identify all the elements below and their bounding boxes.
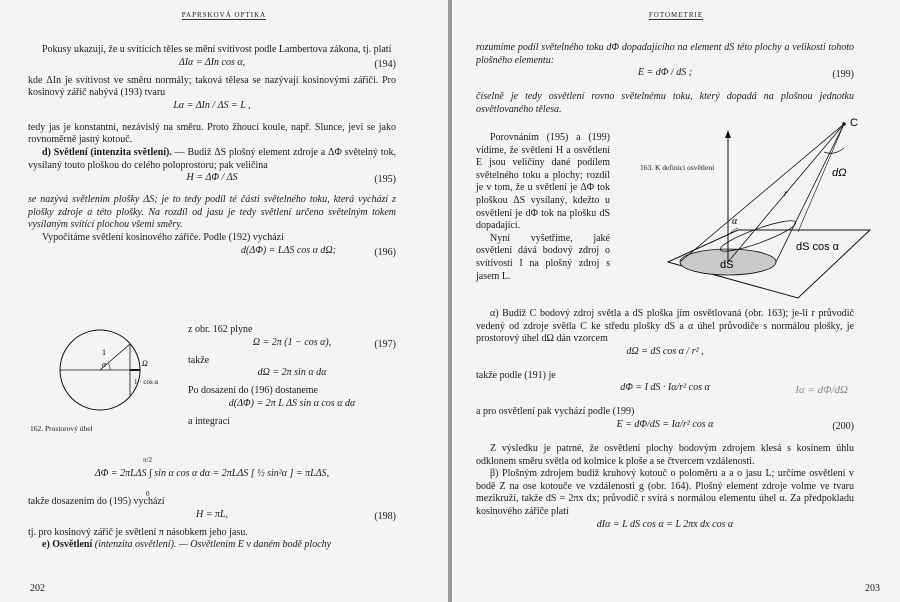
equation-domega: dΩ = dS cos α / r² , <box>626 345 704 357</box>
running-head: FOTOMETRIE <box>648 11 704 19</box>
paragraph-osvetleni: e) Osvětlení (intenzita osvětlení). — Osvětlením E v daném bodě plochy <box>42 539 332 551</box>
label-dscos: dS cos α <box>796 241 840 253</box>
paragraph: kde ΔIn je svítivost ve směru normály; taková tělesa se nazývají kosinovými zářiči. Pro kosinový zářič nabývá (193) tvaru <box>28 74 396 99</box>
paragraph: Porovnáním (195) a (199) vidíme, že světlení H a osvětlení E jsou veličiny dané podílem světelného toku a plochy; rozdíl je v tom, že u světlení je ΔΦ tok ploškou ΔS vysílaný, kdežto u osvětlení je dΦ tok na plošku dS dopadající. <box>476 132 610 232</box>
label-C: C <box>850 117 858 129</box>
text-line: takže podle (191) je <box>476 369 556 381</box>
label-r: r <box>784 188 788 198</box>
equation-dphi: dΦ = I dS · Iα/r² cos α Iα = dΦ/dΩ <box>620 382 848 397</box>
page-number: 203 <box>865 583 880 594</box>
right-body <box>476 42 854 116</box>
running-head: PAPRSKOVÁ OPTIKA <box>181 11 267 19</box>
label-alpha: α <box>102 360 107 369</box>
label-omega: Ω <box>142 359 148 368</box>
equation-194: ΔIα = ΔIn cos α, (194) <box>178 56 396 70</box>
equation-integral: π/2 ΔΦ = 2πLΔS ∫ sin α cos α dα = 2πLΔS [ ½ sin²α ] = πLΔS, 0 <box>94 456 330 498</box>
paragraph: Vypočítáme světlení kosinového zářiče. Podle (192) vychází <box>42 231 284 243</box>
equation-197: Ω = 2π (1 − cos α), (197) <box>252 336 396 350</box>
text-line: z obr. 162 plyne <box>188 324 253 335</box>
source-point <box>842 122 846 126</box>
right-narrow-col <box>476 132 610 283</box>
equation-196: d(ΔΦ) = LΔS cos α dΩ; (196) <box>241 244 396 258</box>
equation-200: E = dΦ/dS = Iα/r² cos α (200) <box>616 418 854 432</box>
paragraph: Z výsledku je patrné, že osvětlení plochy bodovým zdrojem klesá s kosinem úhlu odklonem směru světla od kolmice k ploše a se čtvercem vzdálenosti. <box>476 442 854 467</box>
text-line: a integrací <box>188 415 230 427</box>
paragraph: α) Budiž C bodový zdroj světla a dS ploška jím osvětlovaná (obr. 163); je-li r průvodič vedený od zdroje světla C ke středu plošky dS a α úhel průvodiče s normálou plošky, je prostorový úhel dΩ dán vzorcem <box>476 308 854 345</box>
figure-163 <box>648 112 884 308</box>
paragraph: takže dosazením do (195) vychází <box>28 496 165 507</box>
handwritten-note: Iα = dΦ/dΩ <box>795 384 848 397</box>
cap-arc <box>824 148 844 153</box>
left-body-lower <box>28 456 396 552</box>
paragraph: Nyní vyšetříme, jaké osvětlení dává bodový zdroj o svítivosti I na plošný zdroj s jasem L. <box>476 232 610 282</box>
label-alpha: α <box>732 216 738 227</box>
label-ds: dS <box>720 259 734 271</box>
left-body <box>28 44 396 263</box>
page-number: 202 <box>30 583 45 594</box>
paragraph: číselně je tedy osvětlení rovno světelnému toku, který dopadá na plošnou jednotku osvětlovaného tělesa. <box>476 91 854 115</box>
label-r: 1 <box>102 348 106 357</box>
figure-163-caption: 163. K definici osvětlení <box>640 163 715 172</box>
paragraph: rozumíme podíl světelného toku dΦ dopadajícího na element dS této plochy a velikosti tohoto plošného elementu: <box>476 42 854 66</box>
text-line: a pro osvětlení pak vychází podle (199) <box>476 406 635 418</box>
equation-domega: dΩ = 2π sin α dα <box>257 367 327 379</box>
figure-162-caption: 162. Prostorový úhel <box>30 424 93 433</box>
label-domega: dΩ <box>832 167 847 179</box>
paragraph-svetleni: d) Světlení (intenzita světlení). — Budiž ΔS plošný element zdroje a ΔΦ světelný tok, vysílaný touto ploškou do celého poloprostoru; pak veličina <box>28 146 397 171</box>
normal-arrow <box>725 130 731 138</box>
text-line: takže <box>188 354 210 366</box>
equation-jas: Lα = ΔIn / ΔS = L , <box>173 99 251 111</box>
equation-198: H = πL, (198) <box>195 508 396 522</box>
paragraph: se nazývá světlením plošky ΔS; je to tedy podíl té části světelného toku, která vychází z plošky zdroje a této plošky. Na rozdíl od jasu je tedy světlení určeno světelným tokem vysílaným svítící plochou všemi směry. <box>28 194 396 231</box>
right-body-lower <box>476 308 854 537</box>
left-page <box>0 0 448 602</box>
paragraph: tj. pro kosinový zářič je světlení π násobkem jeho jasu. <box>28 526 248 538</box>
equation-199: E = dΦ / dS ; (199) <box>637 67 854 81</box>
paragraph: β) Plošným zdrojem budiž kruhový kotouč o poloměru a a o jasu L; určíme osvětlení v bodě Z na ose kotouče ve vzdálenosti g (obr. 164). Plošný element zdroje volme ve tvaru mezikruží, takže dS = 2πx dx; průvodič r svírá s normálou elementu úhel α. Za předpokladu kosinového zářiče platí <box>476 468 854 517</box>
angle-arc <box>108 363 110 370</box>
equation-195: H = ΔΦ / ΔS (195) <box>186 172 396 186</box>
text-line: Po dosazení do (196) dostaneme <box>188 385 318 397</box>
left-side-col <box>188 324 396 428</box>
equation-last: dIα = L dS cos α = L 2πx dx cos α <box>596 518 734 530</box>
label-cos: 1 · cos α <box>134 378 159 386</box>
figure-162 <box>30 322 180 422</box>
paragraph: tedy jas je konstantní, nezávislý na směru. Proto žhoucí koule, např. Slunce, jeví se jako rovnoměrně jasný kotouč. <box>28 121 396 146</box>
right-page <box>452 0 900 602</box>
paragraph: Pokusy ukazují, že u svítících těles se mění svítivost podle Lambertova zákona, tj. platí <box>42 44 392 55</box>
equation-dphi: d(ΔΦ) = 2π L ΔS sin α cos α dα <box>228 397 356 409</box>
